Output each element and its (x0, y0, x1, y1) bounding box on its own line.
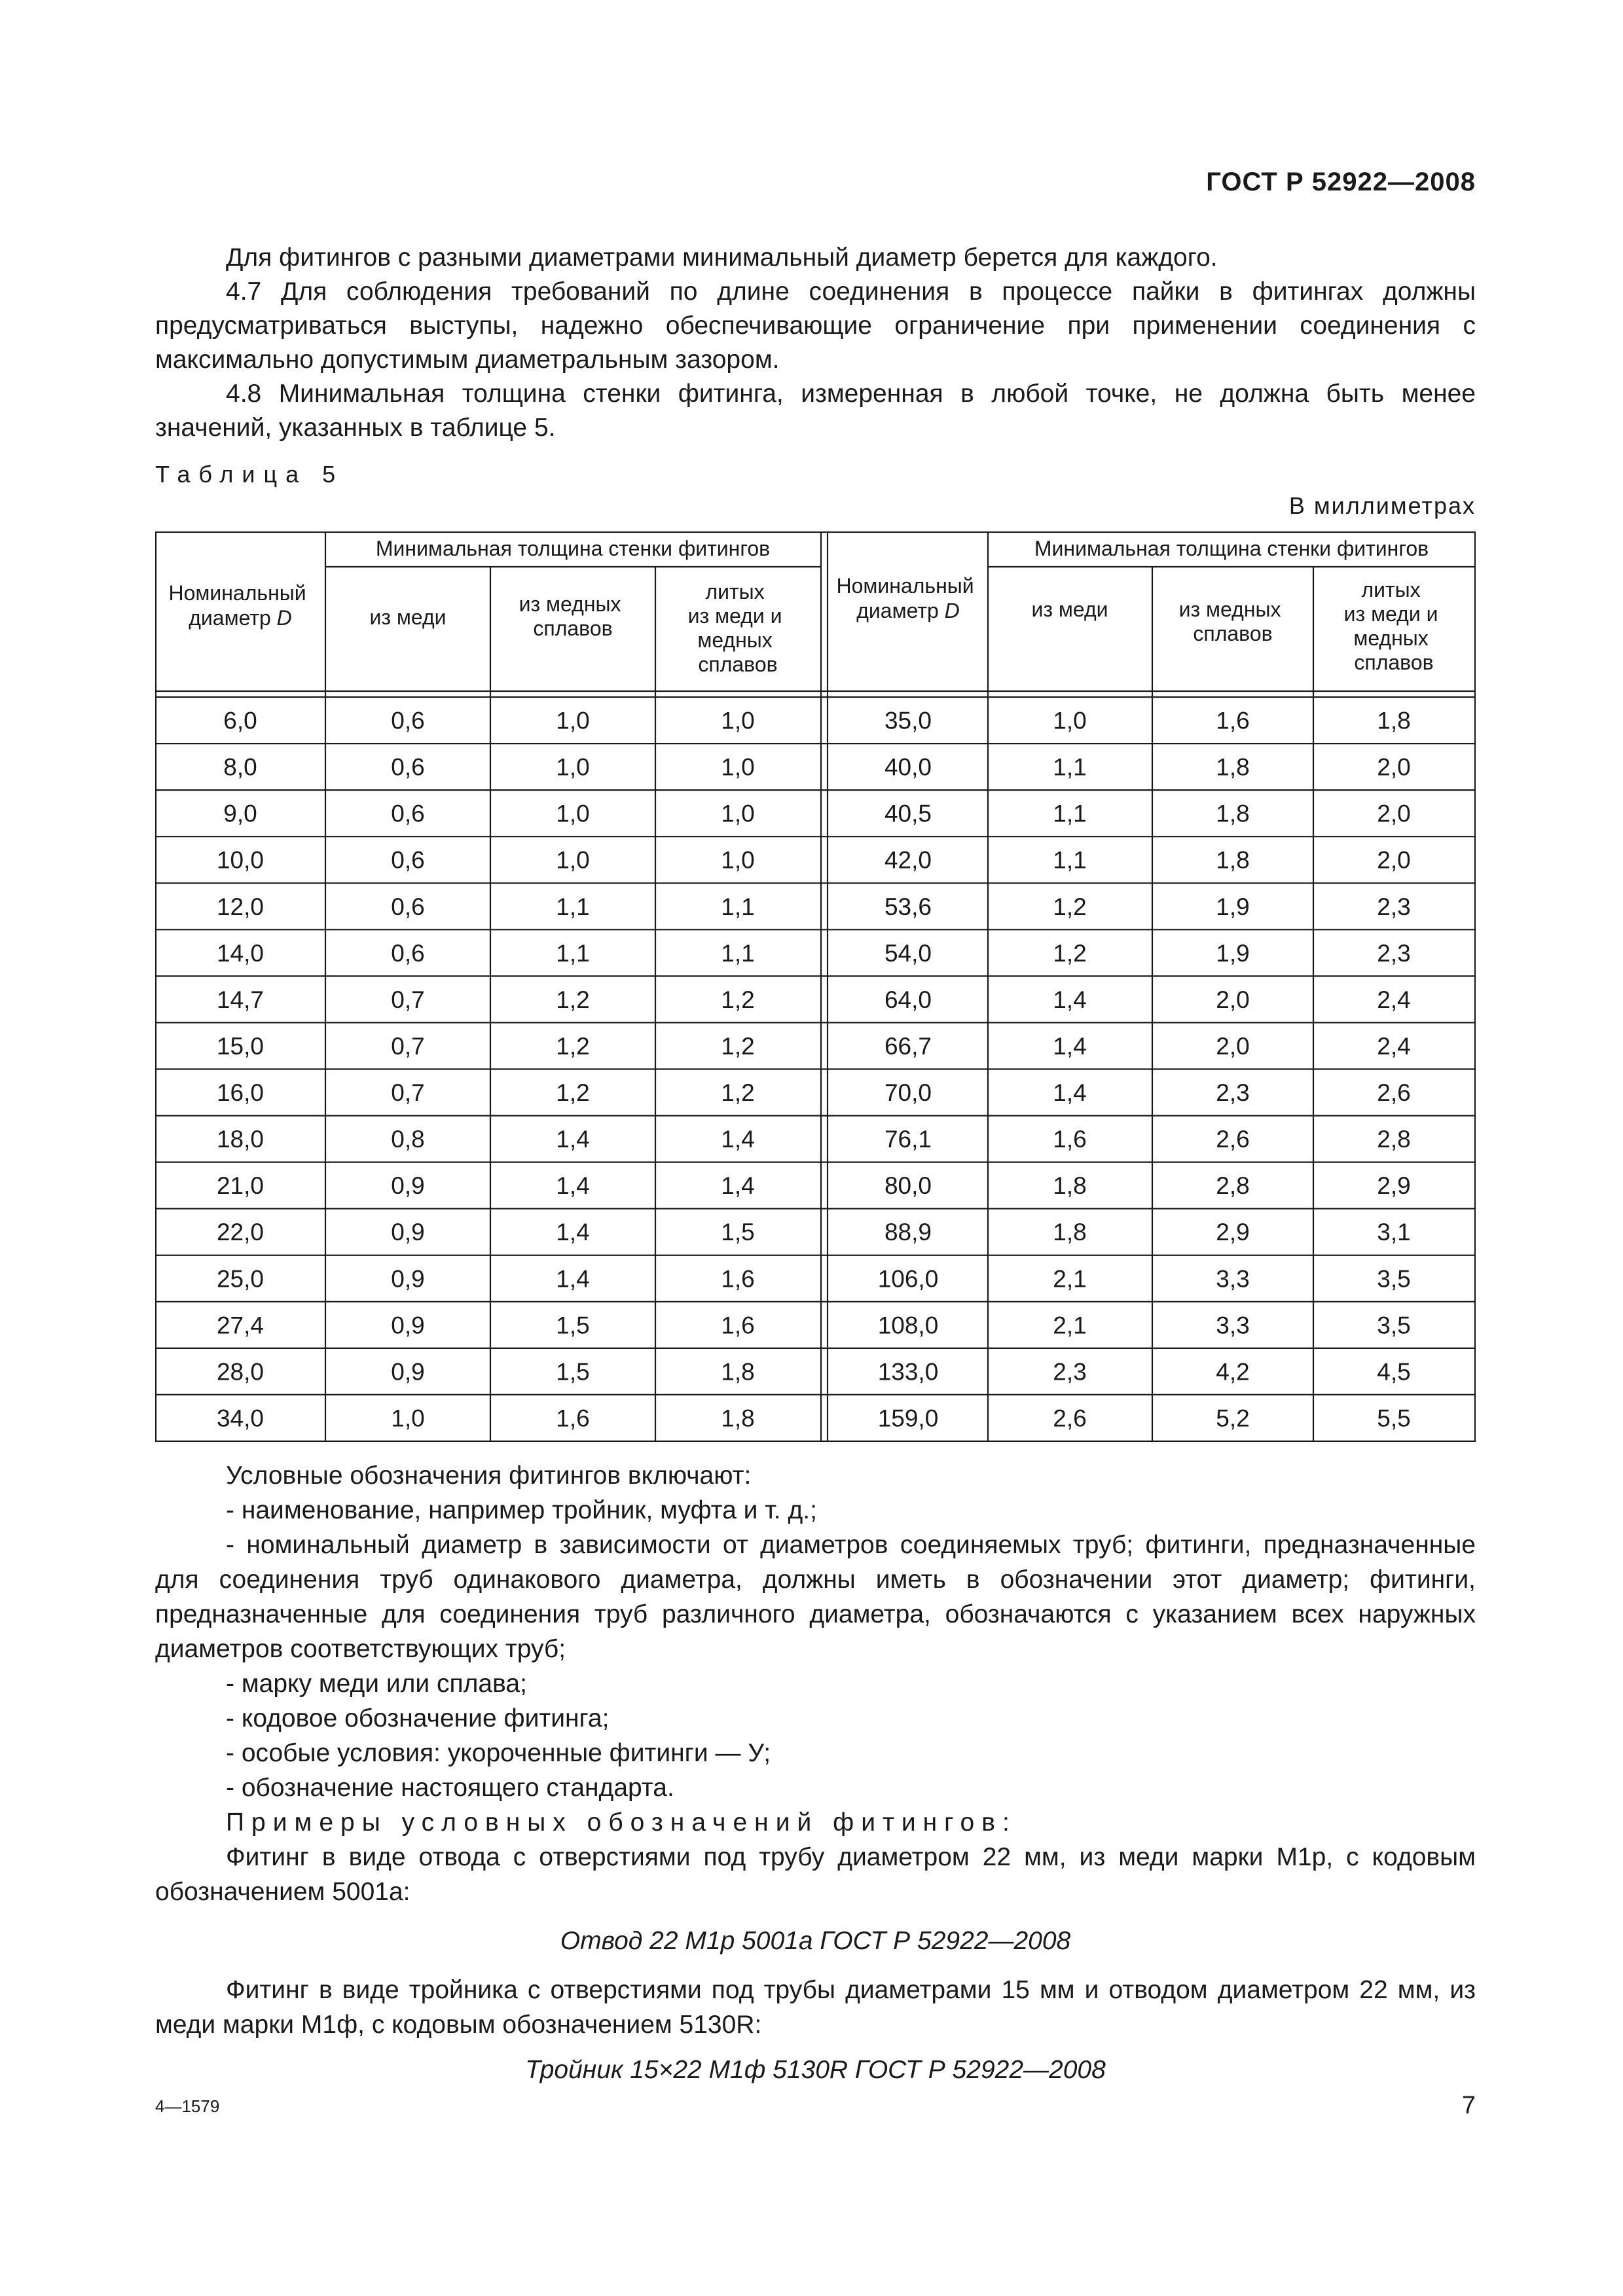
table-row (217, 1172, 1411, 1199)
table-cell: 5,2 (1216, 1405, 1250, 1432)
table-cell: 1,8 (1053, 1172, 1087, 1200)
table-cell: 1,2 (556, 1033, 590, 1060)
example-1-formula: Отвод 22 М1р 5001а ГОСТ Р 52922—2008 (560, 1927, 1071, 1955)
table-cell: 5,5 (1377, 1405, 1411, 1432)
table-cell: 80,0 (884, 1172, 932, 1200)
table-cell: 28,0 (216, 1358, 264, 1386)
header-cast-right: литых из меди и медных сплавов (1343, 578, 1438, 674)
table-cell: 54,0 (884, 939, 932, 967)
table-cell: 15,0 (216, 1033, 264, 1060)
table-cell: 1,0 (556, 707, 590, 734)
table-cell: 18,0 (216, 1126, 264, 1153)
table-cell: 1,6 (721, 1312, 755, 1339)
table-cell: 3,1 (1377, 1219, 1411, 1246)
table-cell: 6,0 (223, 707, 257, 734)
table-cell: 0,9 (391, 1219, 425, 1246)
table-cell: 2,0 (1377, 846, 1411, 874)
table-cell: 2,1 (1053, 1265, 1087, 1293)
table-cell: 2,0 (1216, 1033, 1250, 1060)
table-cell: 1,0 (391, 1405, 425, 1432)
table-cell: 1,6 (1216, 707, 1250, 734)
table-cell: 12,0 (216, 893, 264, 920)
designation-item: - обозначение настоящего стандарта. (226, 1774, 674, 1802)
table-cell: 0,7 (391, 986, 425, 1013)
header-nominal-line2-left (189, 606, 292, 630)
table-cell: 1,2 (1053, 893, 1087, 920)
table-row (217, 893, 1411, 920)
table-cell: 40,5 (884, 800, 932, 827)
table-cell: 0,6 (391, 707, 425, 734)
table-cell: 1,2 (556, 1079, 590, 1106)
table-label: Таблица 5 (155, 461, 344, 488)
table-cell: 2,6 (1053, 1405, 1087, 1432)
table-cell: 1,1 (721, 939, 755, 967)
designations-section (155, 1458, 1476, 2087)
table-cell: 1,4 (556, 1219, 590, 1246)
table-cell: 40,0 (884, 753, 932, 781)
table-cell: 1,5 (556, 1358, 590, 1386)
table-cell: 0,6 (391, 846, 425, 874)
table-cell: 2,0 (1216, 986, 1250, 1013)
paragraph-4-7: 4.7 Для соблюдения требований по длине соединения в процессе пайки в фитингах должны предусматриваться выступы, надежно обеспечивающие ограничение при применении соединения с максимально допустимым диаметральным зазором. (155, 278, 1476, 374)
table-units: В миллиметрах (1288, 492, 1476, 519)
table-cell: 0,6 (391, 753, 425, 781)
page-number: 7 (1461, 2092, 1476, 2119)
table-cell: 2,6 (1216, 1126, 1250, 1153)
table-cell: 1,5 (556, 1312, 590, 1339)
table-cell: 1,8 (721, 1405, 755, 1432)
table-cell: 4,5 (1377, 1358, 1411, 1386)
table-row (217, 1405, 1411, 1432)
table-cell: 1,9 (1216, 893, 1250, 920)
table-cell: 53,6 (884, 893, 932, 920)
table-cell: 16,0 (216, 1079, 264, 1106)
table-row (217, 1358, 1411, 1385)
table-cell: 1,4 (556, 1172, 590, 1200)
table-cell: 106,0 (877, 1265, 939, 1293)
table-row (223, 800, 1410, 827)
table-cell: 1,0 (556, 800, 590, 827)
table-cell: 1,1 (556, 939, 590, 967)
paragraph-diameter-note: Для фитингов с разными диаметрами минимальный диаметр берется для каждого. (226, 243, 1218, 272)
table-cell: 8,0 (223, 753, 257, 781)
examples-heading: Примеры условных обозначений фитингов: (226, 1808, 1017, 1837)
table-cell: 1,1 (556, 893, 590, 920)
table-cell: 0,9 (391, 1265, 425, 1293)
table-row (223, 708, 1410, 734)
designation-item: - марку меди или сплава; (226, 1670, 527, 1698)
header-nominal-diameter-right: Номинальный диаметр D (836, 574, 974, 622)
table-cell: 1,6 (721, 1265, 755, 1293)
designation-item: - наименование, например тройник, муфта и т. д.; (226, 1496, 817, 1524)
header-nominal-diameter-left (168, 581, 312, 630)
table-cell: 1,8 (721, 1358, 755, 1386)
header-nominal-symbol: D (276, 606, 292, 630)
table-cell: 1,9 (1216, 939, 1250, 967)
table-cell: 108,0 (877, 1312, 939, 1339)
table-cell: 88,9 (884, 1219, 932, 1246)
table-cell: 27,4 (216, 1312, 264, 1339)
table-cell: 1,2 (721, 1079, 755, 1106)
table-cell: 34,0 (216, 1405, 264, 1432)
table-cell: 0,8 (391, 1126, 425, 1153)
document-code: ГОСТ Р 52922—2008 (1206, 168, 1476, 196)
header-cast-left: литых из меди и медных сплавов (687, 580, 782, 676)
table-row (217, 1079, 1411, 1106)
table-cell: 1,1 (1053, 753, 1087, 781)
table-cell: 1,2 (556, 986, 590, 1013)
table-cell: 10,0 (216, 846, 264, 874)
table-row (217, 1312, 1411, 1338)
header-group-left: Минимальная толщина стенки фитингов (375, 537, 771, 560)
table-cell: 1,1 (1053, 800, 1087, 827)
table-grid (156, 532, 1475, 1441)
table-cell: 3,3 (1216, 1312, 1250, 1339)
table-cell: 2,8 (1216, 1172, 1250, 1200)
table-cell: 1,4 (721, 1172, 755, 1200)
table-cell: 21,0 (216, 1172, 264, 1200)
table-cell: 2,4 (1377, 986, 1411, 1013)
table-cell: 1,2 (721, 986, 755, 1013)
table-row (217, 986, 1411, 1013)
table-cell: 1,0 (556, 753, 590, 781)
table-cell: 2,9 (1216, 1219, 1250, 1246)
table-cell: 3,3 (1216, 1265, 1250, 1293)
table-cell: 25,0 (216, 1265, 264, 1293)
table-cell: 0,6 (391, 800, 425, 827)
table-row (217, 1126, 1411, 1153)
table-row (223, 754, 1410, 781)
table-row (217, 1033, 1411, 1060)
table-cell: 1,4 (1053, 1079, 1087, 1106)
table-cell: 2,3 (1053, 1358, 1087, 1386)
table-cell: 1,8 (1053, 1219, 1087, 1246)
table-cell: 9,0 (223, 800, 257, 827)
table-cell: 1,0 (556, 846, 590, 874)
table-cell: 42,0 (884, 846, 932, 874)
header-nominal-line2-right: диаметр D (856, 599, 960, 622)
designations-intro: Условные обозначения фитингов включают: (226, 1462, 752, 1490)
table-cell: 3,5 (1377, 1312, 1411, 1339)
table-row (217, 940, 1411, 967)
table-cell: 70,0 (884, 1079, 932, 1106)
header-nominal-line1: Номинальный (168, 581, 306, 605)
table-cell: 14,0 (216, 939, 264, 967)
table-cell: 2,3 (1377, 893, 1411, 920)
print-reference: 4—1579 (155, 2096, 220, 2116)
example-2-formula: Тройник 15×22 М1ф 5130R ГОСТ Р 52922—2008 (525, 2056, 1106, 2084)
table-cell: 2,3 (1377, 939, 1411, 967)
table-cell: 1,4 (556, 1126, 590, 1153)
table-cell: 64,0 (884, 986, 932, 1013)
table-cell: 1,1 (1053, 846, 1087, 874)
table-cell: 2,6 (1377, 1079, 1411, 1106)
table-cell: 4,2 (1216, 1358, 1250, 1386)
designation-item: - кодовое обозначение фитинга; (226, 1704, 610, 1732)
table-cell: 0,9 (391, 1172, 425, 1200)
example-1-text: Фитинг в виде отвода с отверстиями под трубу диаметром 22 мм, из меди марки М1р, с кодовым обозначением 5001а: (155, 1843, 1476, 1906)
table-cell: 0,9 (391, 1312, 425, 1339)
table-cell: 1,2 (1053, 939, 1087, 967)
designation-item: - номинальный диаметр в зависимости от диаметров соединяемых труб; фитинги, предназначенные для соединения труб одинакового диаметра, должны иметь в обозначении этот диаметр; фитинги, предназначенные для соединения труб различного диаметра, обозначаются с указанием всех наружных диаметров соответствующих труб; (155, 1531, 1476, 1663)
table-cell: 2,4 (1377, 1033, 1411, 1060)
table-cell: 0,9 (391, 1358, 425, 1386)
header-alloys-left: из медных сплавов (519, 592, 621, 640)
table-cell: 2,1 (1053, 1312, 1087, 1339)
table-cell: 0,7 (391, 1079, 425, 1106)
table-cell: 133,0 (877, 1358, 939, 1386)
table-cell: 1,8 (1216, 800, 1250, 827)
table-cell: 1,0 (1053, 707, 1087, 734)
header-group-right: Минимальная толщина стенки фитингов (1034, 537, 1429, 560)
table-cell: 66,7 (884, 1033, 932, 1060)
table-cell: 1,4 (1053, 986, 1087, 1013)
header-alloys-right: из медных сплавов (1178, 598, 1281, 645)
table-cell: 1,8 (1216, 846, 1250, 874)
table-row (217, 847, 1411, 874)
table-cell: 1,0 (721, 707, 755, 734)
table-row (217, 1219, 1411, 1246)
designation-item: - особые условия: укороченные фитинги — У; (226, 1739, 771, 1767)
table-cell: 1,8 (1216, 753, 1250, 781)
table-cell: 3,5 (1377, 1265, 1411, 1293)
table-row (217, 1265, 1411, 1292)
table-cell: 0,6 (391, 939, 425, 967)
table-cell: 0,7 (391, 1033, 425, 1060)
table-cell: 1,4 (556, 1265, 590, 1293)
table-cell: 1,6 (1053, 1126, 1087, 1153)
table-cell: 35,0 (884, 707, 932, 734)
header-copper-right: из меди (1031, 598, 1108, 621)
table-cell: 2,9 (1377, 1172, 1411, 1200)
table-cell: 2,3 (1216, 1079, 1250, 1106)
table-cell: 1,5 (721, 1219, 755, 1246)
table-cell: 14,7 (216, 986, 264, 1013)
header-nominal-word: диаметр (189, 606, 271, 630)
table-cell: 1,0 (721, 753, 755, 781)
wall-thickness-table (155, 531, 1476, 1442)
table-cell: 1,2 (721, 1033, 755, 1060)
table-cell: 22,0 (216, 1219, 264, 1246)
table-cell: 1,8 (1377, 707, 1411, 734)
table-cell: 76,1 (884, 1126, 932, 1153)
header-copper-left: из меди (369, 605, 447, 629)
table-cell: 1,1 (721, 893, 755, 920)
table-cell: 1,6 (556, 1405, 590, 1432)
table-cell: 159,0 (877, 1405, 939, 1432)
paragraph-4-8: 4.8 Минимальная толщина стенки фитинга, измеренная в любой точке, не должна быть менее значений, указанных в таблице 5. (155, 380, 1476, 442)
table-cell: 2,8 (1377, 1126, 1411, 1153)
table-cell: 1,0 (721, 846, 755, 874)
table-cell: 2,0 (1377, 800, 1411, 827)
table-cell: 2,0 (1377, 753, 1411, 781)
table-cell: 1,0 (721, 800, 755, 827)
table-cell: 0,6 (391, 893, 425, 920)
table-cell: 1,4 (1053, 1033, 1087, 1060)
table-cell: 1,4 (721, 1126, 755, 1153)
example-2-text: Фитинг в виде тройника с отверстиями под трубы диаметрами 15 мм и отводом диаметром 22 мм, из меди марки М1ф, с кодовым обозначением 5130R: (155, 1976, 1476, 2039)
intro-text (155, 241, 1476, 445)
